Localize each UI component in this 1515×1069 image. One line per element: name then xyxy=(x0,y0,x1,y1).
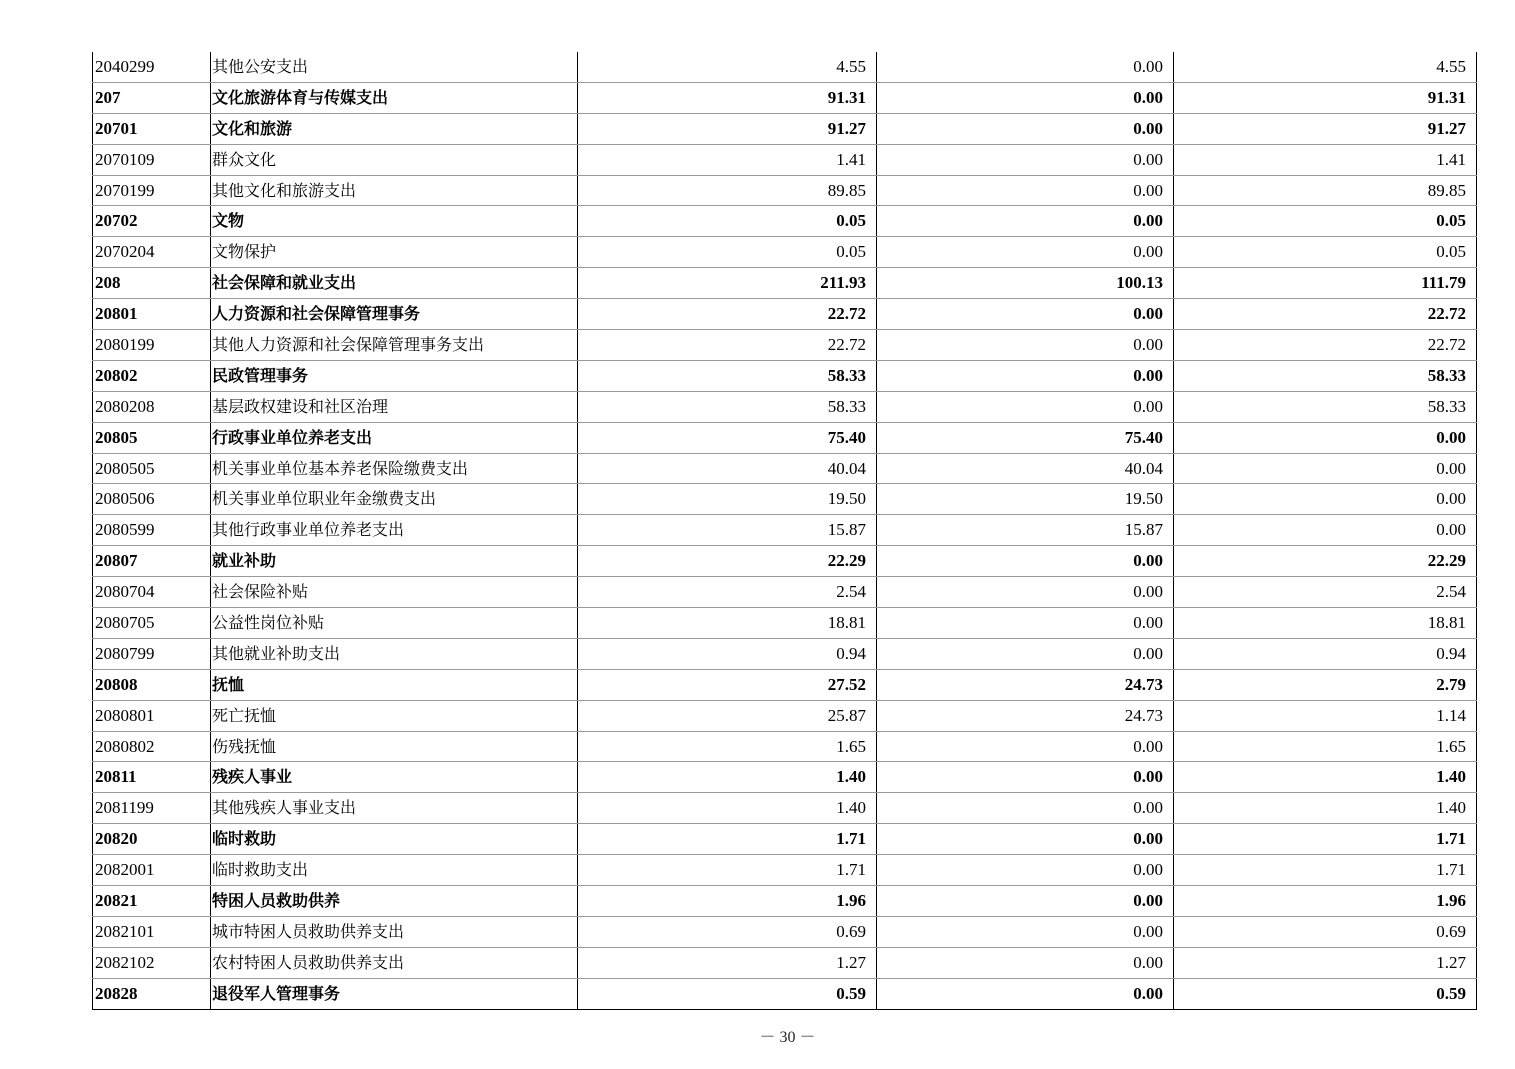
row-total: 40.04 xyxy=(578,453,877,484)
row-total: 18.81 xyxy=(578,608,877,639)
row-code: 208 xyxy=(93,268,211,299)
row-basic: 100.13 xyxy=(877,268,1174,299)
row-total: 1.40 xyxy=(578,793,877,824)
row-code: 2080705 xyxy=(93,608,211,639)
row-basic: 19.50 xyxy=(877,484,1174,515)
table-row xyxy=(93,824,1477,855)
row-name: 死亡抚恤 xyxy=(211,700,578,731)
row-name: 公益性岗位补贴 xyxy=(211,608,578,639)
table-row xyxy=(93,978,1477,1009)
row-total: 1.71 xyxy=(578,824,877,855)
row-name: 行政事业单位养老支出 xyxy=(211,422,578,453)
row-project: 58.33 xyxy=(1174,360,1477,391)
row-code: 2080506 xyxy=(93,484,211,515)
row-project: 0.00 xyxy=(1174,515,1477,546)
row-name: 伤残抚恤 xyxy=(211,731,578,762)
budget-table xyxy=(92,52,1477,1010)
row-name: 文物 xyxy=(211,206,578,237)
row-code: 20820 xyxy=(93,824,211,855)
row-name: 基层政权建设和社区治理 xyxy=(211,391,578,422)
table-row xyxy=(93,546,1477,577)
row-basic: 0.00 xyxy=(877,52,1174,82)
page-number: － 30 － xyxy=(759,1029,816,1046)
row-code: 2070204 xyxy=(93,237,211,268)
row-name: 机关事业单位职业年金缴费支出 xyxy=(211,484,578,515)
row-total: 211.93 xyxy=(578,268,877,299)
row-total: 0.59 xyxy=(578,978,877,1009)
table-row xyxy=(93,360,1477,391)
row-total: 15.87 xyxy=(578,515,877,546)
row-code: 20828 xyxy=(93,978,211,1009)
row-name: 临时救助 xyxy=(211,824,578,855)
row-code: 20805 xyxy=(93,422,211,453)
row-code: 20807 xyxy=(93,546,211,577)
row-basic: 0.00 xyxy=(877,391,1174,422)
row-name: 其他行政事业单位养老支出 xyxy=(211,515,578,546)
row-basic: 0.00 xyxy=(877,916,1174,947)
row-code: 2080704 xyxy=(93,577,211,608)
row-project: 111.79 xyxy=(1174,268,1477,299)
row-project: 1.96 xyxy=(1174,886,1477,917)
row-project: 1.41 xyxy=(1174,144,1477,175)
row-basic: 0.00 xyxy=(877,206,1174,237)
row-total: 91.31 xyxy=(578,82,877,113)
table-row xyxy=(93,762,1477,793)
row-basic: 0.00 xyxy=(877,978,1174,1009)
row-name: 机关事业单位基本养老保险缴费支出 xyxy=(211,453,578,484)
row-basic: 0.00 xyxy=(877,577,1174,608)
row-project: 22.72 xyxy=(1174,330,1477,361)
row-project: 0.00 xyxy=(1174,422,1477,453)
row-code: 20808 xyxy=(93,669,211,700)
row-basic: 0.00 xyxy=(877,731,1174,762)
row-project: 1.71 xyxy=(1174,855,1477,886)
row-code: 2070109 xyxy=(93,144,211,175)
table-row xyxy=(93,669,1477,700)
table-row xyxy=(93,422,1477,453)
row-project: 1.40 xyxy=(1174,762,1477,793)
row-name: 就业补助 xyxy=(211,546,578,577)
row-total: 2.54 xyxy=(578,577,877,608)
row-basic: 0.00 xyxy=(877,886,1174,917)
table-row xyxy=(93,886,1477,917)
row-name: 社会保障和就业支出 xyxy=(211,268,578,299)
row-total: 1.41 xyxy=(578,144,877,175)
row-basic: 0.00 xyxy=(877,330,1174,361)
row-code: 2080505 xyxy=(93,453,211,484)
row-project: 22.29 xyxy=(1174,546,1477,577)
row-total: 0.05 xyxy=(578,206,877,237)
row-name: 其他残疾人事业支出 xyxy=(211,793,578,824)
row-basic: 0.00 xyxy=(877,82,1174,113)
row-total: 1.40 xyxy=(578,762,877,793)
row-code: 20702 xyxy=(93,206,211,237)
row-total: 58.33 xyxy=(578,360,877,391)
row-basic: 0.00 xyxy=(877,546,1174,577)
row-code: 2080599 xyxy=(93,515,211,546)
row-project: 91.27 xyxy=(1174,113,1477,144)
row-name: 社会保险补贴 xyxy=(211,577,578,608)
table-row xyxy=(93,608,1477,639)
row-basic: 0.00 xyxy=(877,237,1174,268)
row-name: 抚恤 xyxy=(211,669,578,700)
row-code: 2040299 xyxy=(93,52,211,82)
row-code: 20801 xyxy=(93,299,211,330)
row-name: 其他人力资源和社会保障管理事务支出 xyxy=(211,330,578,361)
row-name: 文化和旅游 xyxy=(211,113,578,144)
row-basic: 0.00 xyxy=(877,762,1174,793)
row-project: 18.81 xyxy=(1174,608,1477,639)
row-project: 0.59 xyxy=(1174,978,1477,1009)
row-basic: 75.40 xyxy=(877,422,1174,453)
table-row xyxy=(93,855,1477,886)
row-name: 特困人员救助供养 xyxy=(211,886,578,917)
table-row xyxy=(93,113,1477,144)
row-total: 89.85 xyxy=(578,175,877,206)
table-row xyxy=(93,577,1477,608)
row-total: 58.33 xyxy=(578,391,877,422)
row-name: 城市特困人员救助供养支出 xyxy=(211,916,578,947)
row-name: 人力资源和社会保障管理事务 xyxy=(211,299,578,330)
row-basic: 15.87 xyxy=(877,515,1174,546)
row-code: 2080208 xyxy=(93,391,211,422)
table-row xyxy=(93,206,1477,237)
row-project: 1.14 xyxy=(1174,700,1477,731)
row-total: 22.72 xyxy=(578,299,877,330)
table-row xyxy=(93,299,1477,330)
row-name: 文物保护 xyxy=(211,237,578,268)
table-row xyxy=(93,330,1477,361)
row-code: 20802 xyxy=(93,360,211,391)
row-code: 2080199 xyxy=(93,330,211,361)
table-row xyxy=(93,793,1477,824)
row-basic: 0.00 xyxy=(877,824,1174,855)
row-code: 20701 xyxy=(93,113,211,144)
row-total: 25.87 xyxy=(578,700,877,731)
row-basic: 0.00 xyxy=(877,299,1174,330)
table-row xyxy=(93,175,1477,206)
table-row xyxy=(93,237,1477,268)
row-project: 2.54 xyxy=(1174,577,1477,608)
row-project: 4.55 xyxy=(1174,52,1477,82)
row-code: 2082102 xyxy=(93,947,211,978)
row-code: 2082001 xyxy=(93,855,211,886)
row-name: 文化旅游体育与传媒支出 xyxy=(211,82,578,113)
row-total: 19.50 xyxy=(578,484,877,515)
row-project: 1.65 xyxy=(1174,731,1477,762)
row-basic: 0.00 xyxy=(877,144,1174,175)
row-name: 其他公安支出 xyxy=(211,52,578,82)
row-total: 1.96 xyxy=(578,886,877,917)
row-project: 0.05 xyxy=(1174,237,1477,268)
row-total: 22.72 xyxy=(578,330,877,361)
row-project: 0.69 xyxy=(1174,916,1477,947)
table-row xyxy=(93,268,1477,299)
row-code: 2080799 xyxy=(93,638,211,669)
row-total: 0.05 xyxy=(578,237,877,268)
budget-table-body xyxy=(93,52,1477,1009)
row-project: 1.27 xyxy=(1174,947,1477,978)
row-code: 2080802 xyxy=(93,731,211,762)
row-code: 2081199 xyxy=(93,793,211,824)
row-basic: 0.00 xyxy=(877,175,1174,206)
row-basic: 0.00 xyxy=(877,360,1174,391)
row-name: 退役军人管理事务 xyxy=(211,978,578,1009)
row-project: 22.72 xyxy=(1174,299,1477,330)
row-project: 1.71 xyxy=(1174,824,1477,855)
row-project: 0.00 xyxy=(1174,453,1477,484)
row-name: 农村特困人员救助供养支出 xyxy=(211,947,578,978)
row-project: 91.31 xyxy=(1174,82,1477,113)
row-code: 20811 xyxy=(93,762,211,793)
row-code: 2080801 xyxy=(93,700,211,731)
row-basic: 0.00 xyxy=(877,947,1174,978)
row-name: 其他文化和旅游支出 xyxy=(211,175,578,206)
row-name: 其他就业补助支出 xyxy=(211,638,578,669)
row-total: 0.69 xyxy=(578,916,877,947)
row-total: 27.52 xyxy=(578,669,877,700)
row-project: 0.00 xyxy=(1174,484,1477,515)
row-total: 75.40 xyxy=(578,422,877,453)
table-row xyxy=(93,731,1477,762)
row-basic: 0.00 xyxy=(877,638,1174,669)
row-name: 民政管理事务 xyxy=(211,360,578,391)
row-name: 残疾人事业 xyxy=(211,762,578,793)
row-code: 2070199 xyxy=(93,175,211,206)
row-basic: 0.00 xyxy=(877,793,1174,824)
row-basic: 24.73 xyxy=(877,700,1174,731)
row-total: 0.94 xyxy=(578,638,877,669)
table-row xyxy=(93,484,1477,515)
row-code: 2082101 xyxy=(93,916,211,947)
row-code: 207 xyxy=(93,82,211,113)
row-total: 1.65 xyxy=(578,731,877,762)
table-row xyxy=(93,700,1477,731)
row-name: 群众文化 xyxy=(211,144,578,175)
table-row xyxy=(93,391,1477,422)
table-row xyxy=(93,453,1477,484)
row-project: 0.05 xyxy=(1174,206,1477,237)
row-project: 0.94 xyxy=(1174,638,1477,669)
table-row xyxy=(93,916,1477,947)
row-basic: 0.00 xyxy=(877,113,1174,144)
row-project: 1.40 xyxy=(1174,793,1477,824)
row-project: 89.85 xyxy=(1174,175,1477,206)
table-row xyxy=(93,52,1477,82)
row-total: 22.29 xyxy=(578,546,877,577)
row-project: 58.33 xyxy=(1174,391,1477,422)
table-row xyxy=(93,947,1477,978)
row-basic: 40.04 xyxy=(877,453,1174,484)
row-total: 1.71 xyxy=(578,855,877,886)
row-basic: 0.00 xyxy=(877,855,1174,886)
row-basic: 0.00 xyxy=(877,608,1174,639)
row-total: 4.55 xyxy=(578,52,877,82)
row-code: 20821 xyxy=(93,886,211,917)
table-row xyxy=(93,515,1477,546)
row-basic: 24.73 xyxy=(877,669,1174,700)
table-row xyxy=(93,82,1477,113)
table-row xyxy=(93,638,1477,669)
row-total: 1.27 xyxy=(578,947,877,978)
row-total: 91.27 xyxy=(578,113,877,144)
row-name: 临时救助支出 xyxy=(211,855,578,886)
table-row xyxy=(93,144,1477,175)
row-project: 2.79 xyxy=(1174,669,1477,700)
